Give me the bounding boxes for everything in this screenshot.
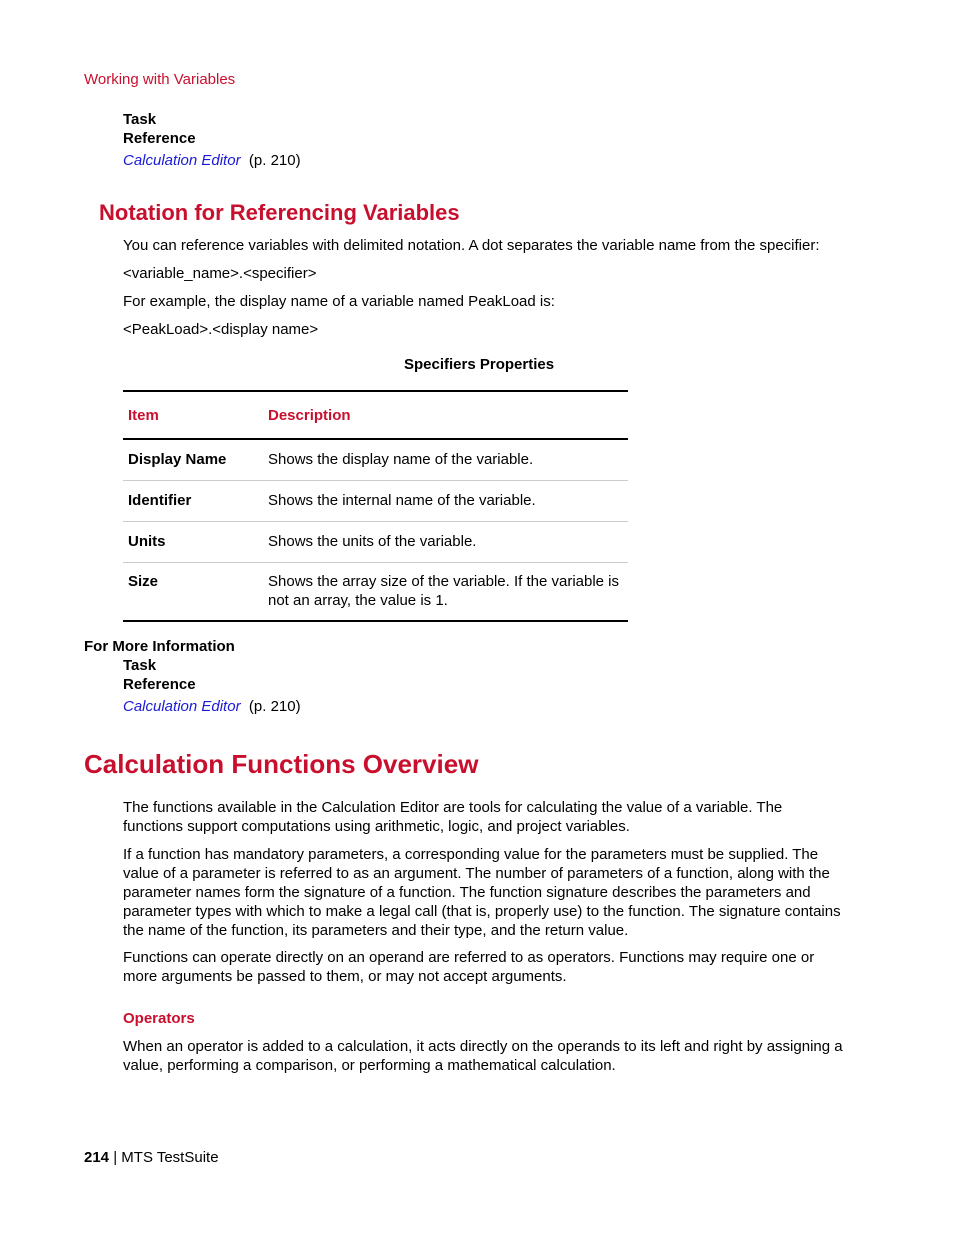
page-number: 214: [84, 1149, 110, 1166]
calculation-editor-link[interactable]: Calculation Editor: [123, 698, 241, 715]
overview-paragraph-2: If a function has mandatory parameters, a corresponding value for the parameters must be supplied. The value of a parameter is referred to as an argument. The number of parameters of a function, along with the parameter names form the signature of a function. The function signature describes the parameters and parameter types with which to make a legal call (that is, properly use) to the function. The signature contains the name of the function, its parameters and their type, and the return value.: [123, 846, 841, 939]
page-ref: (p. 210): [248, 698, 301, 715]
calculation-editor-link[interactable]: Calculation Editor: [123, 152, 241, 169]
notation-heading: Notation for Referencing Variables: [99, 200, 460, 225]
notation-example: <PeakLoad>.<display name>: [123, 321, 319, 338]
more-info-title: For More Information: [84, 638, 235, 655]
operators-paragraph: When an operator is added to a calculation, it acts directly on the operands to its left and right by assigning a value, performing a comparison, or performing a mathematical calculation.: [123, 1038, 843, 1074]
table-row: [123, 480, 628, 521]
row-item: Display Name: [123, 439, 263, 480]
column-header-description: Description: [268, 406, 351, 424]
reference-entry: [123, 151, 301, 170]
page-footer: [84, 1148, 219, 1167]
overview-heading: Calculation Functions Overview: [84, 749, 479, 779]
specifiers-table: [123, 390, 628, 622]
row-description: Shows the display name of the variable.: [263, 439, 628, 480]
row-item: Identifier: [123, 480, 263, 521]
row-description: Shows the array size of the variable. If the variable is not an array, the value is 1.: [268, 572, 620, 609]
overview-paragraph-3: Functions can operate directly on an operand are referred to as operators. Functions may require one or more arguments be passed to them, or may not accept arguments.: [123, 949, 815, 985]
page-ref: (p. 210): [248, 152, 301, 169]
column-header-item: Item: [128, 406, 159, 424]
table-row: [123, 521, 628, 562]
document-title: MTS TestSuite: [121, 1149, 219, 1166]
more-info-entry: [123, 697, 301, 716]
row-description: Shows the units of the variable.: [263, 521, 628, 562]
footer-separator: |: [113, 1149, 118, 1166]
table-row: [123, 562, 628, 620]
running-head: Working with Variables: [84, 71, 236, 88]
task-label: Task: [123, 111, 157, 128]
more-info-reference: Reference: [123, 676, 196, 693]
operators-heading: Operators: [123, 1010, 195, 1027]
notation-paragraph-2: For example, the display name of a variable named PeakLoad is:: [123, 293, 555, 310]
reference-label: Reference: [123, 130, 196, 147]
table-caption: Specifiers Properties: [404, 356, 555, 373]
row-description: Shows the internal name of the variable.: [263, 480, 628, 521]
notation-paragraph-1: You can reference variables with delimited notation. A dot separates the variable name from the specifier:: [123, 237, 820, 254]
row-item: Units: [123, 521, 263, 562]
row-item: Size: [128, 572, 159, 590]
notation-syntax: <variable_name>.<specifier>: [123, 265, 317, 282]
table-row: [123, 439, 628, 480]
more-info-task: Task: [123, 657, 157, 674]
overview-paragraph-1: The functions available in the Calculation Editor are tools for calculating the value of a variable. The functions support computations using arithmetic, logic, and project variables.: [123, 799, 783, 835]
